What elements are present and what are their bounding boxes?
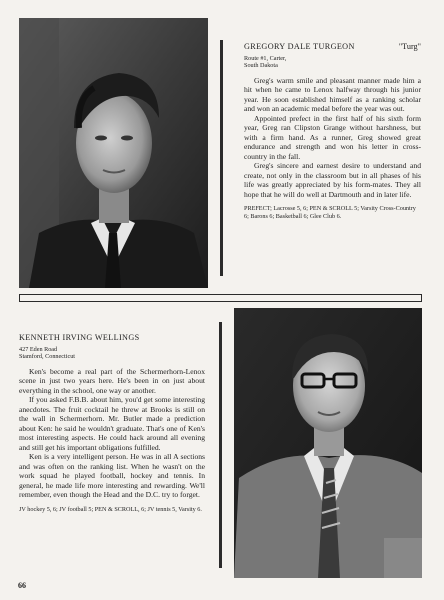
bio-block-turgeon bbox=[244, 42, 421, 220]
portrait-photo-turgeon bbox=[19, 18, 208, 288]
bio-paragraph: Appointed prefect in the first half of his sixth form year, Greg ran Clipston Grange without harshness, but with a firm hand. As a runner, Greg showed great endurance and strength and won his letter in cross-country in the fall. bbox=[244, 113, 421, 161]
student-address-line1: Route #1, Carter, bbox=[244, 54, 287, 62]
page-number: 66 bbox=[18, 581, 26, 590]
bio-paragraph: Greg's sincere and earnest desire to understand and create, not only in the classroom but in all phases of his life was greatly appreciated by his form-mates. They all hope that he will do well at Dartmouth and in later life. bbox=[244, 161, 421, 199]
horizontal-rule-middle bbox=[19, 294, 422, 302]
student-name: GREGORY DALE TURGEON bbox=[244, 42, 355, 51]
portrait-photo-wellings bbox=[234, 308, 422, 578]
vertical-rule-bottom bbox=[219, 322, 222, 568]
student-name: KENNETH IRVING WELLINGS bbox=[19, 333, 140, 342]
student-address-line1: 427 Eden Road bbox=[19, 345, 58, 353]
activities-list: JV hockey 5, 6; JV football 5; PEN & SCROLL, 6; JV tennis 5, Varsity 6. bbox=[19, 505, 202, 513]
bio-block-wellings bbox=[19, 333, 205, 513]
bio-paragraph: Ken's become a real part of the Schermerhorn-Lenox scene in just two years here. He's been in on just about everything in the school, one way or another. bbox=[19, 366, 205, 395]
student-nickname: "Turg" bbox=[398, 42, 421, 51]
vertical-rule-top bbox=[220, 40, 223, 276]
activities-list: PREFECT; Lacrosse 5, 6; PEN & SCROLL 5; Varsity Cross-Country 6; Barons 6; Basketball 6; Glee Club 6. bbox=[244, 205, 416, 220]
bio-paragraph: Greg's warm smile and pleasant manner made him a hit when he came to Lenox halfway through his junior year. He soon established himself as a ranking scholar and won an academic medal before the year was out. bbox=[244, 75, 421, 113]
student-address-line2: Stamford, Connecticut bbox=[19, 353, 76, 360]
student-address-line2: South Dakota bbox=[244, 62, 278, 69]
bio-paragraph: Ken is a very intelligent person. He was in all A sections and was often on the ranking list. When he wasn't on the work squad he played football, hockey and tennis. In general, he made life more interesting and rewarding. We'll remember, even though the Head and the D.C. try to forget. bbox=[19, 452, 205, 499]
bio-paragraph: If you asked F.B.B. about him, you'd get some interesting anecdotes. The fruit cocktail he threw at Brooks is still on the wall in Schermerhorn. Mr. Butler made a prediction about Ken: he said he wouldn't graduate. That's one of Ken's most interesting aspects. He could hack around all evening and still get his important obligations fulfilled. bbox=[19, 395, 205, 452]
